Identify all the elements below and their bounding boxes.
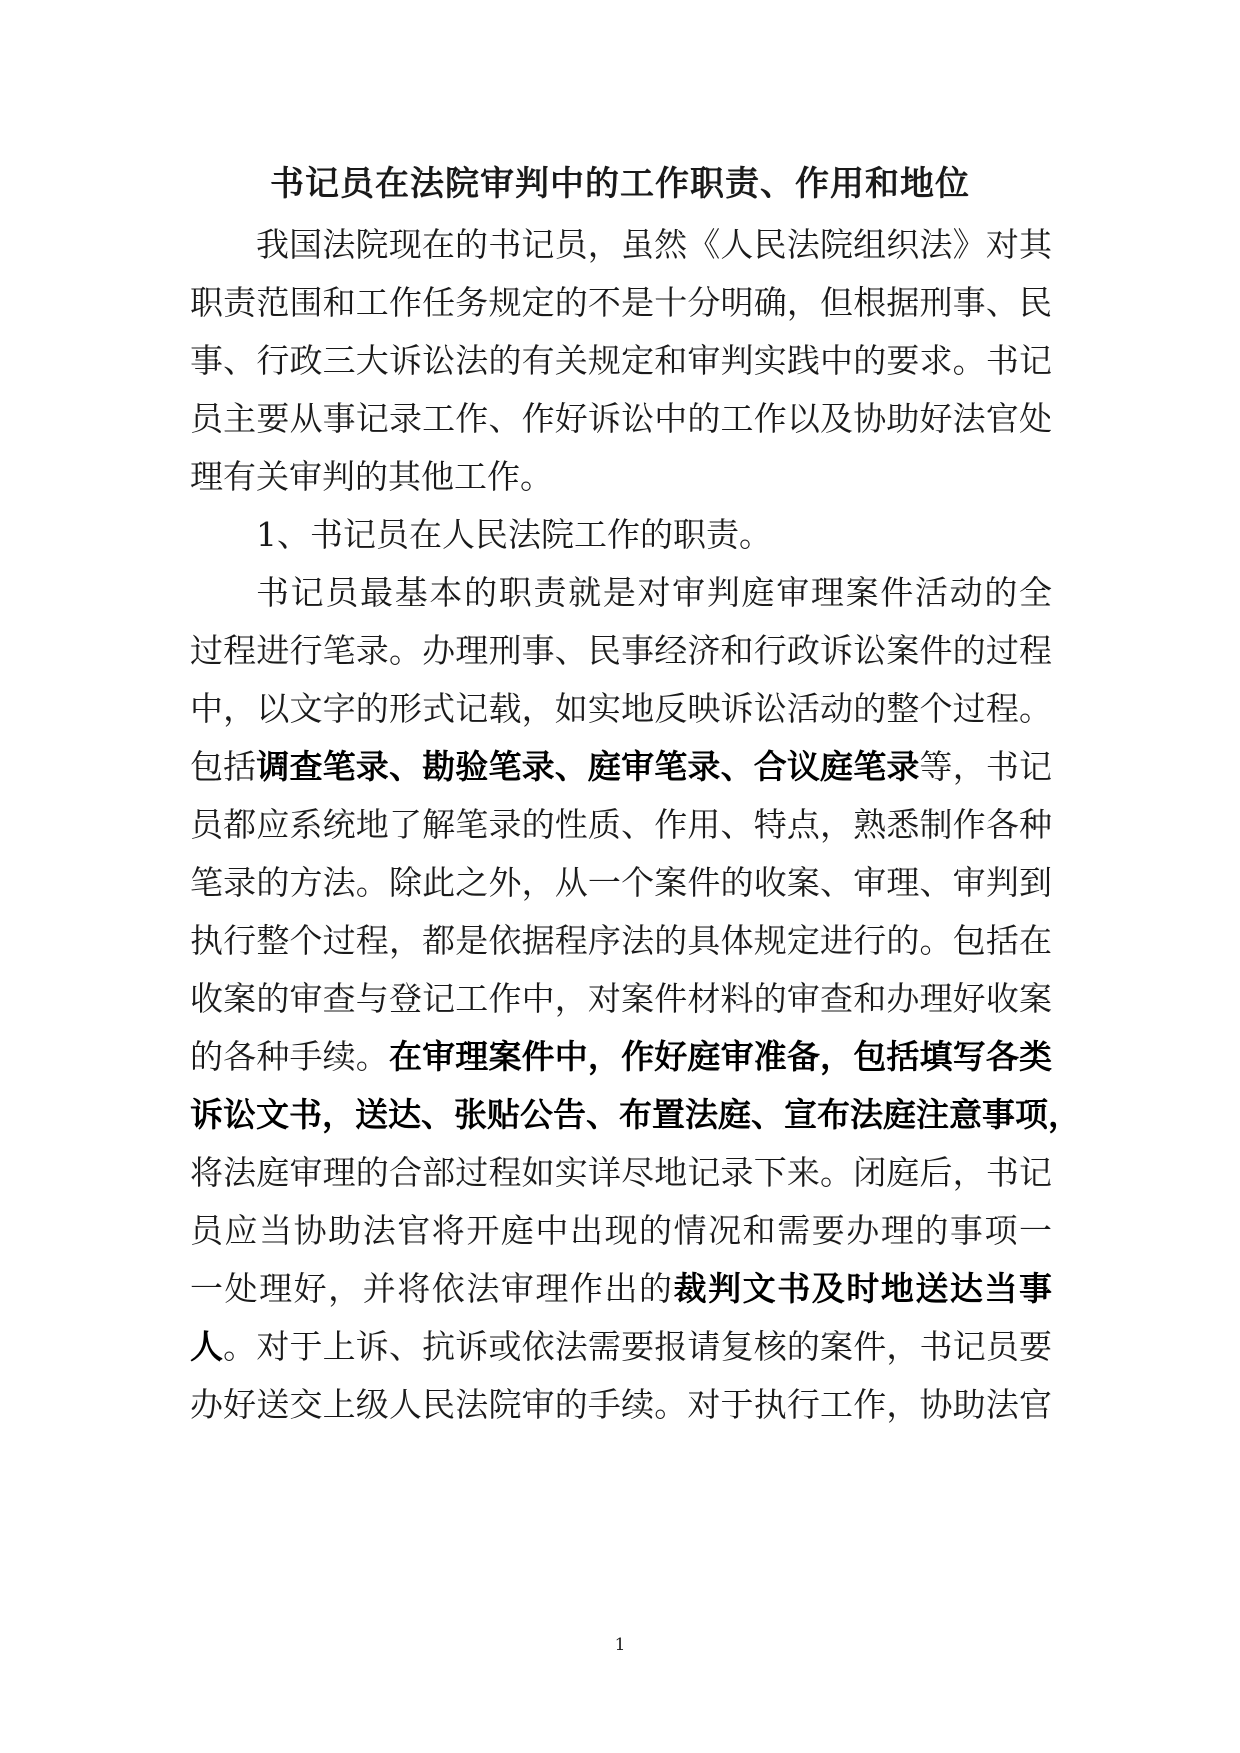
text-segment: 员都应系统地了解笔录的性质、作用、特点，熟悉制作各种 bbox=[190, 805, 1052, 844]
bold-text-segment: 在审理案件中，作好庭审准备，包括填写各类 bbox=[388, 1037, 1053, 1076]
text-segment: 我国法院现在的书记员，虽然《人民法院组织法》对其 bbox=[256, 225, 1052, 264]
bold-text-segment: 诉讼文书，送达、张贴公告、布置法庭、宣布法庭注意事项， bbox=[190, 1095, 1081, 1134]
text-segment: 办好送交上级人民法院审的手续。对于执行工作，协助法官 bbox=[190, 1385, 1052, 1424]
body-line-17 bbox=[190, 1148, 1052, 1198]
text-segment: 书记员最基本的职责就是对审判庭审理案件活动的全 bbox=[256, 573, 1052, 612]
page-number: 1 bbox=[614, 1635, 626, 1655]
body-line-11 bbox=[190, 800, 1052, 850]
text-segment: 过程进行笔录。办理刑事、民事经济和行政诉讼案件的过程 bbox=[190, 631, 1052, 670]
body-line-5 bbox=[190, 452, 1052, 502]
body-line-7 bbox=[256, 568, 1052, 618]
bold-text-segment: 裁判文书及时地送达当事 bbox=[673, 1269, 1053, 1308]
body-line-2 bbox=[190, 278, 1052, 328]
text-segment: 理有关审判的其他工作。 bbox=[190, 457, 553, 496]
body-line-19 bbox=[190, 1264, 1052, 1314]
body-line-8 bbox=[190, 626, 1052, 676]
body-line-9 bbox=[190, 684, 1052, 734]
body-line-18 bbox=[190, 1206, 1052, 1256]
text-segment: 一处理好，并将依法审理作出的 bbox=[190, 1269, 674, 1308]
text-segment: 1、书记员在人民法院工作的职责。 bbox=[256, 515, 772, 554]
text-segment: 中，以文字的形式记载，如实地反映诉讼活动的整个过程。 bbox=[190, 689, 1052, 728]
body-line-12 bbox=[190, 858, 1052, 908]
text-segment: 将法庭审理的合部过程如实详尽地记录下来。闭庭后，书记 bbox=[190, 1153, 1052, 1192]
text-segment: 执行整个过程，都是依据程序法的具体规定进行的。包括在 bbox=[190, 921, 1052, 960]
body-line-21 bbox=[190, 1380, 1052, 1430]
bold-text-segment: 调查笔录、勘验笔录、庭审笔录、合议庭笔录 bbox=[256, 747, 920, 786]
text-segment: 包括 bbox=[190, 747, 257, 786]
text-segment: 。对于上诉、抗诉或依法需要报请复核的案件，书记员要 bbox=[223, 1327, 1053, 1366]
text-segment: 职责范围和工作任务规定的不是十分明确，但根据刑事、民 bbox=[190, 283, 1052, 322]
body-line-1 bbox=[256, 220, 1052, 270]
text-segment: 员主要从事记录工作、作好诉讼中的工作以及协助好法官处 bbox=[190, 399, 1052, 438]
section-heading-1 bbox=[256, 510, 1052, 560]
body-line-14 bbox=[190, 974, 1052, 1024]
text-segment: 事、行政三大诉讼法的有关规定和审判实践中的要求。书记 bbox=[190, 341, 1052, 380]
body-line-4 bbox=[190, 394, 1052, 444]
text-segment: 收案的审查与登记工作中，对案件材料的审查和办理好收案 bbox=[190, 979, 1052, 1018]
body-line-3 bbox=[190, 336, 1052, 386]
text-segment: 笔录的方法。除此之外，从一个案件的收案、审理、审判到 bbox=[190, 863, 1052, 902]
body-line-15 bbox=[190, 1032, 1052, 1082]
text-segment: 员应当协助法官将开庭中出现的情况和需要办理的事项一 bbox=[190, 1211, 1052, 1250]
body-line-10 bbox=[190, 742, 1052, 792]
document-title: 书记员在法院审判中的工作职责、作用和地位 bbox=[270, 164, 970, 204]
body-line-13 bbox=[190, 916, 1052, 966]
text-segment: 等，书记 bbox=[919, 747, 1053, 786]
text-segment: 的各种手续。 bbox=[190, 1037, 389, 1076]
body-line-16 bbox=[190, 1090, 1081, 1140]
body-line-20 bbox=[190, 1322, 1052, 1372]
bold-text-segment: 人 bbox=[190, 1327, 224, 1366]
